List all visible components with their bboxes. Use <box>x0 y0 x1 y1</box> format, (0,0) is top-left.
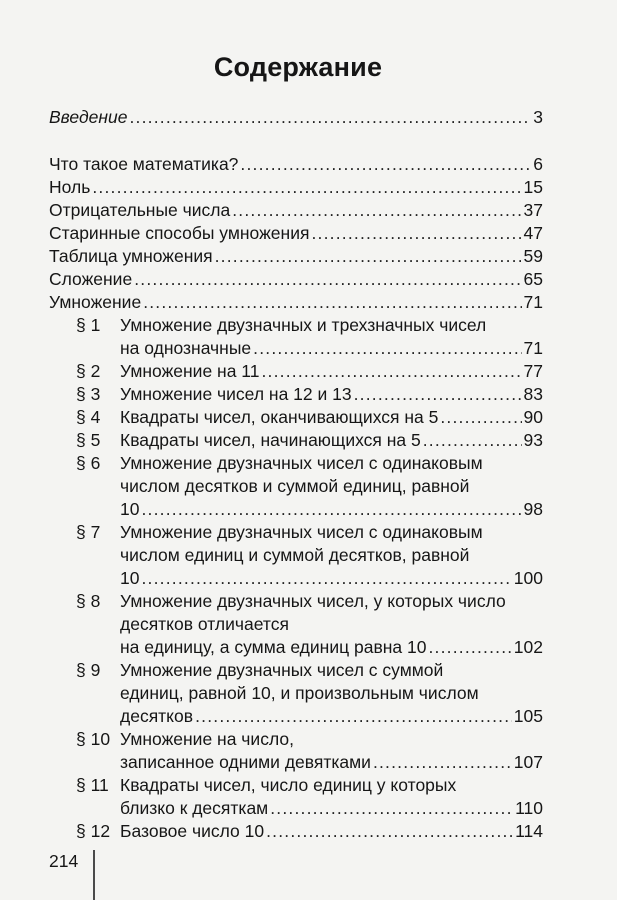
section-number: § 7 <box>76 522 101 542</box>
page-title: Содержание <box>213 52 383 82</box>
leader-dots <box>195 705 512 727</box>
toc-entry-page: 3 <box>533 107 543 127</box>
leader-dots <box>134 268 521 290</box>
toc-entry-label: Сложение <box>49 269 133 289</box>
toc-entry <box>49 291 543 313</box>
section-line <box>120 682 543 704</box>
toc-entry-label: Введение <box>49 107 128 127</box>
toc-entry <box>49 222 543 244</box>
section-title: записанное одними девятками <box>120 752 371 772</box>
toc-entry <box>49 176 543 198</box>
section-number: § 3 <box>76 384 101 404</box>
leader-dots <box>253 337 521 359</box>
section-title: Умножение двузначных и трехзначных чисел <box>120 315 487 335</box>
section-line <box>120 383 543 405</box>
section-page: 93 <box>523 430 543 450</box>
leader-dots <box>92 176 521 198</box>
leader-dots <box>373 751 512 773</box>
section-line <box>120 567 543 589</box>
section-line <box>120 774 543 796</box>
section-number: § 9 <box>76 660 101 680</box>
section-number: § 11 <box>76 775 109 795</box>
toc-entry <box>49 245 543 267</box>
section-line <box>120 820 543 842</box>
page-number: 214 <box>49 851 79 871</box>
section-number: § 12 <box>76 821 111 841</box>
toc-entry-label: Ноль <box>49 177 91 197</box>
leader-dots <box>270 797 513 819</box>
section-number: § 1 <box>76 315 101 335</box>
toc-entry-page: 71 <box>523 292 543 312</box>
leader-dots <box>143 291 521 313</box>
section-title: Квадраты чисел, начинающихся на 5 <box>120 430 421 450</box>
section-number: § 6 <box>76 453 101 473</box>
section-title: Умножение двузначных чисел с одинаковым <box>120 522 483 542</box>
section-title: числом десятков и суммой единиц, равной <box>120 476 470 496</box>
section-title: числом единиц и суммой десятков, равной <box>120 545 470 565</box>
section-number: § 5 <box>76 430 101 450</box>
section-line <box>120 636 543 658</box>
section-page: 100 <box>513 568 543 588</box>
toc-entry-page: 15 <box>523 177 543 197</box>
section-page: 114 <box>515 821 543 841</box>
leader-dots <box>141 498 521 520</box>
section-line <box>120 475 543 497</box>
toc-entry <box>49 153 543 175</box>
section-line <box>120 705 543 727</box>
toc-entry <box>49 268 543 290</box>
section-title: близко к десяткам <box>120 798 269 818</box>
section-line <box>120 544 543 566</box>
leader-dots <box>240 153 531 175</box>
section-number: § 4 <box>76 407 101 427</box>
section-line <box>120 751 543 773</box>
section-title: Умножение двузначных чисел с одинаковым <box>120 453 483 473</box>
section-line <box>120 590 543 612</box>
toc-entry-page: 65 <box>523 269 543 289</box>
section-line <box>120 406 543 428</box>
section-line <box>120 498 543 520</box>
toc-entry <box>49 199 543 221</box>
section-title: на единицу, а сумма единиц равна 10 <box>120 637 427 657</box>
toc-entry-introduction <box>49 106 543 128</box>
leader-dots <box>266 820 513 842</box>
toc-entry-page: 47 <box>523 223 543 243</box>
section-page: 110 <box>515 798 543 818</box>
section-number: § 10 <box>76 729 111 749</box>
section-line <box>120 314 543 336</box>
section-line <box>120 613 543 635</box>
section-line <box>120 521 543 543</box>
section-title: десятков отличается <box>120 614 289 634</box>
leader-dots <box>428 636 511 658</box>
section-page: 90 <box>523 407 543 427</box>
leader-dots <box>129 106 531 128</box>
leader-dots <box>261 360 521 382</box>
toc-entry-label: Старинные способы умножения <box>49 223 310 243</box>
toc-entry-label: Отрицательные числа <box>49 200 231 220</box>
section-line <box>120 797 543 819</box>
leader-dots <box>215 245 522 267</box>
section-page: 98 <box>523 499 543 519</box>
section-title: Базовое число 10 <box>120 821 265 841</box>
section-title: Умножение двузначных чисел, у которых число <box>120 591 506 611</box>
leader-dots <box>440 406 521 428</box>
toc-entry-page: 59 <box>523 246 543 266</box>
section-title: Умножение двузначных чисел с суммой <box>120 660 444 680</box>
section-line <box>120 360 543 382</box>
section-number: § 8 <box>76 591 101 611</box>
section-title: 10 <box>120 568 140 588</box>
section-title: 10 <box>120 499 140 519</box>
toc-entry-page: 6 <box>533 154 543 174</box>
section-page: 105 <box>513 706 543 726</box>
leader-dots <box>311 222 521 244</box>
leader-dots <box>141 567 511 589</box>
toc-entry-label: Что такое математика? <box>49 154 239 174</box>
section-title: Квадраты чисел, оканчивающихся на 5 <box>120 407 439 427</box>
section-page: 102 <box>513 637 543 657</box>
section-title: Умножение на число, <box>120 729 294 749</box>
leader-dots <box>354 383 522 405</box>
leader-dots <box>232 199 521 221</box>
section-page: 71 <box>523 338 543 358</box>
section-line <box>120 659 543 681</box>
section-title: на однозначные <box>120 338 252 358</box>
section-page: 83 <box>523 384 543 404</box>
toc-entry-label: Умножение <box>49 292 142 312</box>
toc-entry-page: 37 <box>523 200 543 220</box>
section-page: 107 <box>513 752 543 772</box>
toc-entry-label: Таблица умножения <box>49 246 213 266</box>
section-line <box>120 337 543 359</box>
page-edge-divider <box>93 850 95 900</box>
section-line <box>120 728 543 750</box>
section-line <box>120 429 543 451</box>
leader-dots <box>423 429 522 451</box>
section-title: единиц, равной 10, и произвольным числом <box>120 683 479 703</box>
section-number: § 2 <box>76 361 101 381</box>
section-title: Умножение чисел на 12 и 13 <box>120 384 352 404</box>
section-page: 77 <box>523 361 543 381</box>
section-title: Квадраты чисел, число единиц у которых <box>120 775 457 795</box>
section-line <box>120 452 543 474</box>
section-title: Умножение на 11 <box>120 361 260 381</box>
section-title: десятков <box>120 706 194 726</box>
